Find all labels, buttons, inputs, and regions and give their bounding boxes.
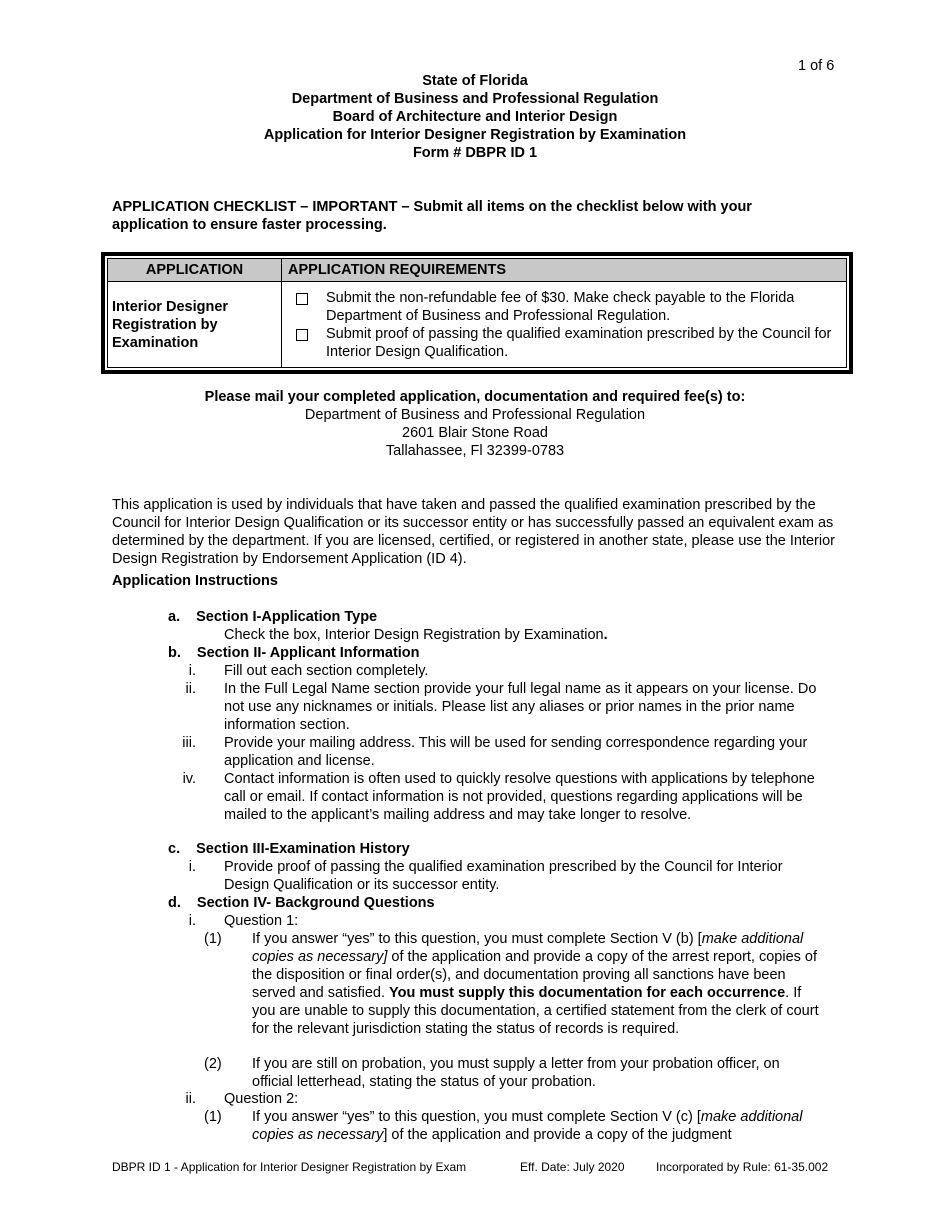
q2-1-text-b: ] of the application and provide a copy of the judgment xyxy=(383,1127,732,1143)
question-2-item-1 xyxy=(252,1108,842,1144)
checkbox-icon xyxy=(296,293,308,305)
mailing-line-3: Tallahassee, Fl 32399-0783 xyxy=(385,443,565,459)
checklist-title: APPLICATION CHECKLIST – IMPORTANT – Submit all items on the checklist below with your application to ensure faster processing. xyxy=(112,199,752,233)
question-2-title: Question 2: xyxy=(224,1091,299,1107)
q1-1-text-b: of the application and provide a copy of the arrest report, copies of the disposition or final order(s), and documentation proving all sanctions have been served and satisfied. xyxy=(252,949,818,1001)
numeral-ii: ii. xyxy=(185,1091,196,1107)
requirement-item xyxy=(286,289,842,325)
section-a-text xyxy=(224,626,836,644)
numeral-paren-1: (1) xyxy=(204,1109,222,1125)
section-b-title: Section II- Applicant Information xyxy=(196,645,420,661)
requirements-table-frame xyxy=(101,252,853,374)
intro-paragraph: This application is used by individuals that have taken and passed the qualified examination prescribed by the Council for Interior Design Qualification or its successor entity or has successfully passed an equivalent exam as determined by the department. If you are licensed, certified, or registered in another state, please use the Interior Design Registration by Endorsement Application (ID 4). xyxy=(112,497,835,567)
mailing-line-2: 2601 Blair Stone Road xyxy=(402,425,548,441)
header-application-title: Application for Interior Designer Registration by Examination xyxy=(263,127,687,143)
section-c-label: c. xyxy=(168,841,181,857)
footer-rule: Incorporated by Rule: 61-35.002 xyxy=(656,1160,829,1174)
requirement-text: Submit proof of passing the qualified examination prescribed by the Council for Interior Design Qualification. xyxy=(326,325,832,360)
section-b-label: b. xyxy=(168,645,181,661)
section-b-item-iv: Contact information is often used to quickly resolve questions with applications by telephone call or email. If contact information is not provided, questions regarding applications will be mailed to the applicant’s mailing address and may take longer to resolve. xyxy=(224,771,815,823)
q1-1-text-a: If you answer “yes” to this question, you must complete Section V (b) [ xyxy=(252,931,702,947)
header-state: State of Florida xyxy=(422,73,528,89)
instructions-title: Application Instructions xyxy=(112,573,278,589)
section-b-item-i: Fill out each section completely. xyxy=(224,663,429,679)
q1-1-bold: You must supply this documentation for each occurrence xyxy=(389,985,786,1001)
section-b-item-iii: Provide your mailing address. This will be used for sending correspondence regarding your application and license. xyxy=(224,735,808,769)
footer-form-title: DBPR ID 1 - Application for Interior Designer Registration by Exam xyxy=(112,1160,467,1174)
section-c-title: Section III-Examination History xyxy=(196,841,410,857)
question-1-item-2: If you are still on probation, you must supply a letter from your probation officer, on official letterhead, stating the status of your probation. xyxy=(252,1056,780,1090)
header-form-number: Form # DBPR ID 1 xyxy=(412,145,538,161)
numeral-i: i. xyxy=(188,663,196,679)
numeral-paren-2: (2) xyxy=(204,1056,222,1072)
section-d-title: Section IV- Background Questions xyxy=(196,895,435,911)
numeral-iv: iv. xyxy=(182,771,196,787)
numeral-iii: iii. xyxy=(182,735,196,751)
section-c-heading xyxy=(168,840,410,858)
section-d-label: d. xyxy=(168,895,181,911)
section-a-label: a. xyxy=(168,609,181,625)
footer-effective-date: Eff. Date: July 2020 xyxy=(520,1160,625,1174)
numeral-i: i. xyxy=(188,913,196,929)
question-1-title: Question 1: xyxy=(224,913,299,929)
page-number: 1 of 6 xyxy=(798,58,835,74)
numeral-ii: ii. xyxy=(185,681,196,697)
table-requirements-cell xyxy=(282,282,847,368)
q1-1-italic: make additional copies as necessary] xyxy=(252,931,804,965)
mailing-line-1: Department of Business and Professional Regulation xyxy=(304,407,646,423)
q1-1-text-c: . If you are unable to supply this documentation, a certified statement from the clerk of court for the relevant jurisdiction stating the status of records is required. xyxy=(252,985,819,1037)
numeral-i: i. xyxy=(188,859,196,875)
mailing-heading: Please mail your completed application, documentation and required fee(s) to: xyxy=(204,389,746,405)
section-a-title: Section I-Application Type xyxy=(196,609,378,625)
requirement-item xyxy=(286,325,842,361)
q2-1-text-a: If you answer “yes” to this question, you must complete Section V (c) [ xyxy=(252,1109,701,1125)
table-application-name: Interior Designer Registration by Examination xyxy=(108,282,282,368)
mailing-block xyxy=(0,388,950,460)
section-a-text-body: Check the box, Interior Design Registration by Examination xyxy=(224,627,604,643)
header-department: Department of Business and Professional Regulation xyxy=(291,91,659,107)
section-a-heading xyxy=(168,608,377,626)
q2-1-italic: make additional copies as necessary xyxy=(252,1109,803,1143)
table-header-application: APPLICATION xyxy=(108,259,282,282)
checkbox-icon xyxy=(296,329,308,341)
section-d-heading xyxy=(168,894,435,912)
section-b-heading xyxy=(168,644,420,662)
numeral-paren-1: (1) xyxy=(204,931,222,947)
table-header-requirements: APPLICATION REQUIREMENTS xyxy=(282,259,847,282)
question-1-item-1 xyxy=(252,930,824,1038)
requirements-table xyxy=(107,258,847,368)
section-a-period: . xyxy=(603,627,608,643)
section-b-item-ii: In the Full Legal Name section provide your full legal name as it appears on your license. Do not use any nicknames or initials. Please list any aliases or prior names in the prior name information section. xyxy=(224,681,817,733)
document-header xyxy=(0,72,950,162)
requirement-text: Submit the non-refundable fee of $30. Make check payable to the Florida Department of Business and Professional Regulation. xyxy=(326,289,795,324)
header-board: Board of Architecture and Interior Design xyxy=(332,109,618,125)
section-c-item-i: Provide proof of passing the qualified examination prescribed by the Council for Interior Design Qualification or its successor entity. xyxy=(224,859,783,893)
